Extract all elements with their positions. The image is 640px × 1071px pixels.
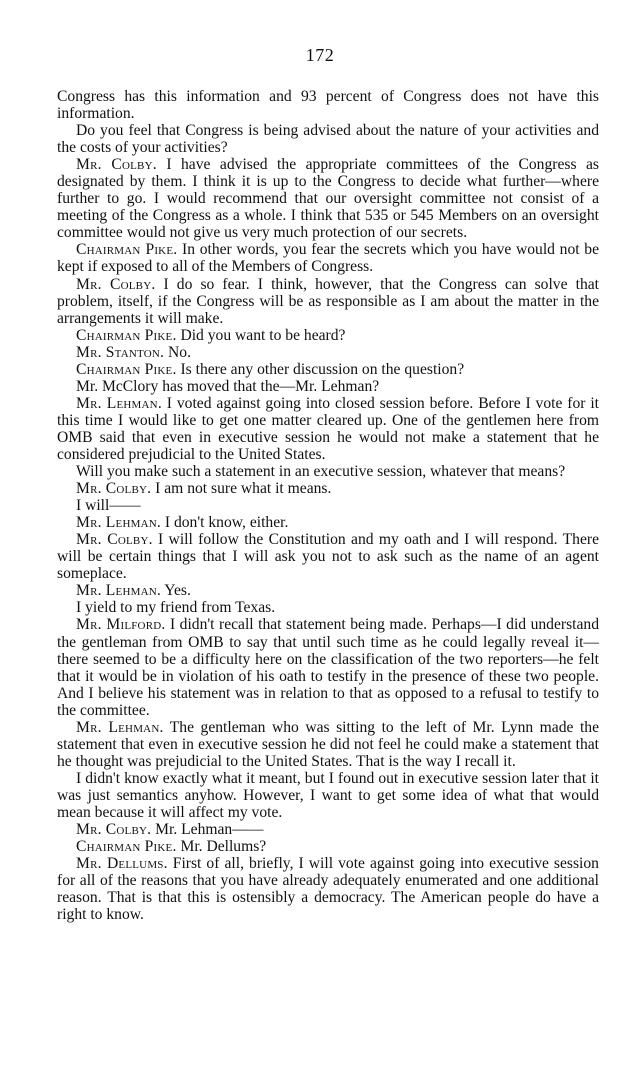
transcript-body xyxy=(57,88,599,923)
paragraph-text: Is there any other discussion on the question? xyxy=(176,360,465,378)
paragraph-12 xyxy=(57,480,599,497)
paragraph-text: Will you make such a statement in an executive session, whatever that means? xyxy=(76,463,566,481)
paragraph-text: Did you want to be heard? xyxy=(176,326,346,344)
speaker-name: Mr. Colby. xyxy=(76,156,157,174)
paragraph-text: Congress has this information and 93 percent of Congress does not have this information. xyxy=(57,88,599,123)
paragraph-text: In other words, you fear the secrets which you have would not be kept if exposed to all of the Members of Congress. xyxy=(57,241,599,276)
page-number: 172 xyxy=(305,45,335,65)
speaker-name: Mr. Colby. xyxy=(76,275,156,293)
speaker-name: Mr. Colby. xyxy=(76,480,152,498)
speaker-name: Mr. Milford. xyxy=(76,616,166,634)
speaker-name: Mr. Lehman. xyxy=(76,582,161,600)
paragraph-text: Mr. McClory has moved that the—Mr. Lehman? xyxy=(76,377,380,395)
paragraph-text: I didn't recall that statement being made. Perhaps—I did understand the gentleman from OMB to say that until such time as he could legally reveal it—there seemed to be a difficulty here on the classification of the two reporters—he felt that it would be in violation of his oath to testify in the presence of these two people. And I believe his statement was in relation to that as opposed to a refusal to testify to the committee. xyxy=(57,616,599,719)
paragraph-text: I am not sure what it means. xyxy=(151,480,332,498)
speaker-name: Mr. Lehman. xyxy=(76,718,164,736)
paragraph-text: I didn't know exactly what it meant, but I found out in executive session later that it was just semantics anyhow. However, I want to get some idea of what that would mean because it will affect my vote. xyxy=(57,769,599,821)
paragraph-15 xyxy=(57,531,599,582)
speaker-name: Chairman Pike. xyxy=(76,326,177,344)
speaker-name: Mr. Stanton. xyxy=(76,343,165,361)
paragraph-23 xyxy=(57,855,599,923)
paragraph-text: I will follow the Constitution and my oath and I will respond. There will be certain things that I will ask you not to ask such as the name of an agent someplace. xyxy=(57,531,599,583)
paragraph-text: I will—— xyxy=(76,497,141,515)
paragraph-text: Mr. Lehman—— xyxy=(151,821,264,839)
paragraph-4 xyxy=(57,241,599,275)
paragraph-6 xyxy=(57,327,599,344)
speaker-name: Chairman Pike. xyxy=(76,360,177,378)
paragraph-11 xyxy=(57,463,599,480)
paragraph-text: First of all, briefly, I will vote against going into executive session for all of the reasons that you have already adequately enumerated and one additional reason. That is that this is ostensibly a democracy. The American people do have a right to know. xyxy=(57,855,599,924)
speaker-name: Mr. Lehman. xyxy=(76,514,161,532)
paragraph-8 xyxy=(57,361,599,378)
paragraph-text: No. xyxy=(164,343,191,361)
paragraph-17 xyxy=(57,599,599,616)
paragraph-9 xyxy=(57,378,599,395)
paragraph-10 xyxy=(57,395,599,463)
paragraph-19 xyxy=(57,719,599,770)
paragraph-text: Yes. xyxy=(160,582,191,600)
paragraph-text: I voted against going into closed session before. Before I vote for it this time I would like to get one matter cleared up. One of the gentlemen here from OMB said that even in executive session he would not make a statement that he considered prejudicial to the United States. xyxy=(57,394,599,463)
speaker-name: Chairman Pike. xyxy=(76,241,178,259)
speaker-name: Mr. Colby. xyxy=(76,531,153,549)
paragraph-text: I don't know, either. xyxy=(160,514,289,532)
paragraph-22 xyxy=(57,838,599,855)
paragraph-1 xyxy=(57,88,599,122)
paragraph-16 xyxy=(57,582,599,599)
paragraph-14 xyxy=(57,514,599,531)
paragraph-20 xyxy=(57,770,599,821)
paragraph-text: I yield to my friend from Texas. xyxy=(76,599,276,617)
paragraph-2 xyxy=(57,122,599,156)
speaker-name: Mr. Dellums. xyxy=(76,855,168,873)
paragraph-7 xyxy=(57,344,599,361)
paragraph-3 xyxy=(57,156,599,241)
paragraph-18 xyxy=(57,616,599,718)
paragraph-text: The gentleman who was sitting to the left of Mr. Lynn made the statement that even in executive session he did not feel he could make a statement that he thought was prejudicial to the United States. That is the way I recall it. xyxy=(57,718,599,770)
paragraph-text: I have advised the appropriate committees of the Congress as designated by them. I think it is up to the Congress to decide what further—where further to go. I would recommend that our oversight committee not consist of a meeting of the Congress as a whole. I think that 535 or 545 Members on an oversight committee would not give us very much protection of our secrets. xyxy=(57,156,599,242)
paragraph-text: Mr. Dellums? xyxy=(176,838,267,856)
paragraph-13 xyxy=(57,497,599,514)
speaker-name: Chairman Pike. xyxy=(76,838,177,856)
paragraph-21 xyxy=(57,821,599,838)
speaker-name: Mr. Colby. xyxy=(76,821,152,839)
speaker-name: Mr. Lehman. xyxy=(76,394,162,412)
paragraph-text: Do you feel that Congress is being advised about the nature of your activities and the costs of your activities? xyxy=(57,122,599,157)
paragraph-text: I do so fear. I think, however, that the Congress can solve that problem, itself, if the Congress will be as responsible as I am about the matter in the arrangements it will make. xyxy=(57,275,599,327)
paragraph-5 xyxy=(57,276,599,327)
